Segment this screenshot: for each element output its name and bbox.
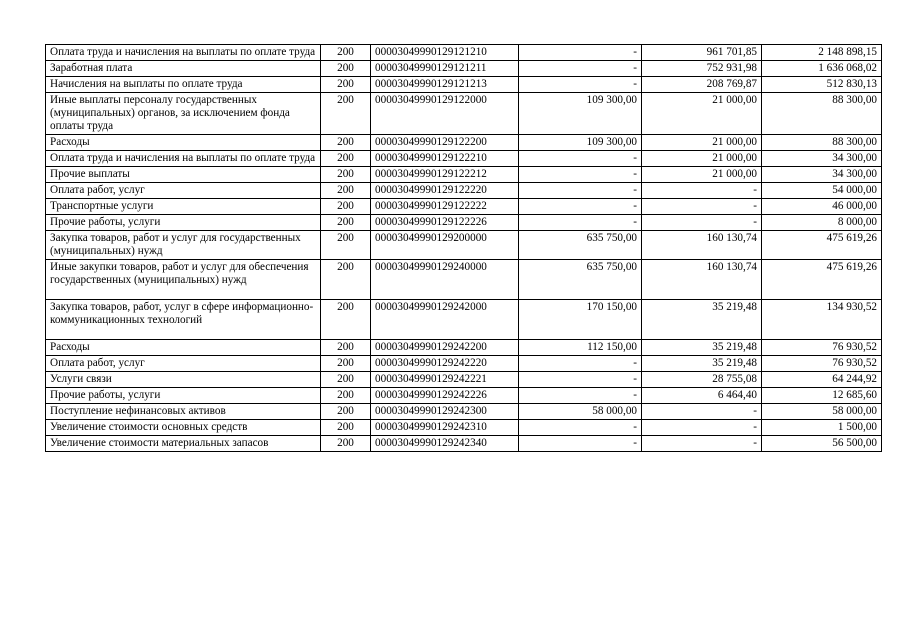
indicator-name-cell: Поступление нефинансовых активов bbox=[46, 404, 321, 420]
budget-classification-code-cell: 00003049990129122212 bbox=[371, 167, 519, 183]
executed-amount-cell: 35 219,48 bbox=[642, 300, 762, 340]
line-code-cell: 200 bbox=[321, 300, 371, 340]
approved-amount-cell: 635 750,00 bbox=[519, 260, 642, 300]
line-code-cell: 200 bbox=[321, 199, 371, 215]
approved-amount-cell: - bbox=[519, 167, 642, 183]
indicator-name-cell: Услуги связи bbox=[46, 372, 321, 388]
table-row bbox=[46, 404, 882, 420]
table-row bbox=[46, 340, 882, 356]
unexecuted-amount-cell: 88 300,00 bbox=[762, 135, 882, 151]
table-row bbox=[46, 215, 882, 231]
approved-amount-cell: - bbox=[519, 372, 642, 388]
table-row bbox=[46, 167, 882, 183]
approved-amount-cell: - bbox=[519, 215, 642, 231]
indicator-name-cell: Прочие работы, услуги bbox=[46, 388, 321, 404]
executed-amount-cell: - bbox=[642, 420, 762, 436]
approved-amount-cell: - bbox=[519, 420, 642, 436]
executed-amount-cell: - bbox=[642, 183, 762, 199]
line-code-cell: 200 bbox=[321, 388, 371, 404]
line-code-cell: 200 bbox=[321, 61, 371, 77]
unexecuted-amount-cell: 58 000,00 bbox=[762, 404, 882, 420]
table-body bbox=[46, 45, 882, 452]
line-code-cell: 200 bbox=[321, 151, 371, 167]
approved-amount-cell: - bbox=[519, 436, 642, 452]
budget-classification-code-cell: 00003049990129121211 bbox=[371, 61, 519, 77]
unexecuted-amount-cell: 54 000,00 bbox=[762, 183, 882, 199]
budget-classification-code-cell: 00003049990129242300 bbox=[371, 404, 519, 420]
budget-classification-code-cell: 00003049990129242000 bbox=[371, 300, 519, 340]
table-row bbox=[46, 436, 882, 452]
indicator-name-cell: Иные выплаты персоналу государственных (муниципальных) органов, за исключением фонда оплаты труда bbox=[46, 93, 321, 135]
indicator-name-cell: Закупка товаров, работ, услуг в сфере информационно-коммуникационных технологий bbox=[46, 300, 321, 340]
executed-amount-cell: 21 000,00 bbox=[642, 93, 762, 135]
executed-amount-cell: 21 000,00 bbox=[642, 135, 762, 151]
budget-classification-code-cell: 00003049990129122200 bbox=[371, 135, 519, 151]
unexecuted-amount-cell: 475 619,26 bbox=[762, 231, 882, 260]
approved-amount-cell: - bbox=[519, 356, 642, 372]
indicator-name-cell: Транспортные услуги bbox=[46, 199, 321, 215]
budget-classification-code-cell: 00003049990129242226 bbox=[371, 388, 519, 404]
budget-classification-code-cell: 00003049990129242340 bbox=[371, 436, 519, 452]
unexecuted-amount-cell: 8 000,00 bbox=[762, 215, 882, 231]
unexecuted-amount-cell: 76 930,52 bbox=[762, 356, 882, 372]
unexecuted-amount-cell: 512 830,13 bbox=[762, 77, 882, 93]
line-code-cell: 200 bbox=[321, 215, 371, 231]
budget-classification-code-cell: 00003049990129122226 bbox=[371, 215, 519, 231]
unexecuted-amount-cell: 134 930,52 bbox=[762, 300, 882, 340]
indicator-name-cell: Увеличение стоимости основных средств bbox=[46, 420, 321, 436]
unexecuted-amount-cell: 1 636 068,02 bbox=[762, 61, 882, 77]
executed-amount-cell: 752 931,98 bbox=[642, 61, 762, 77]
approved-amount-cell: - bbox=[519, 77, 642, 93]
document-page bbox=[45, 44, 882, 452]
approved-amount-cell: 112 150,00 bbox=[519, 340, 642, 356]
line-code-cell: 200 bbox=[321, 183, 371, 199]
table-row bbox=[46, 260, 882, 300]
indicator-name-cell: Оплата труда и начисления на выплаты по оплате труда bbox=[46, 45, 321, 61]
budget-classification-code-cell: 00003049990129242200 bbox=[371, 340, 519, 356]
unexecuted-amount-cell: 64 244,92 bbox=[762, 372, 882, 388]
indicator-name-cell: Прочие работы, услуги bbox=[46, 215, 321, 231]
budget-classification-code-cell: 00003049990129121213 bbox=[371, 77, 519, 93]
indicator-name-cell: Расходы bbox=[46, 135, 321, 151]
unexecuted-amount-cell: 1 500,00 bbox=[762, 420, 882, 436]
table-row bbox=[46, 372, 882, 388]
indicator-name-cell: Начисления на выплаты по оплате труда bbox=[46, 77, 321, 93]
approved-amount-cell: - bbox=[519, 61, 642, 77]
table-row bbox=[46, 61, 882, 77]
indicator-name-cell: Иные закупки товаров, работ и услуг для обеспечения государственных (муниципальных) нужд bbox=[46, 260, 321, 300]
table-row bbox=[46, 45, 882, 61]
indicator-name-cell: Оплата работ, услуг bbox=[46, 356, 321, 372]
approved-amount-cell: 109 300,00 bbox=[519, 135, 642, 151]
indicator-name-cell: Прочие выплаты bbox=[46, 167, 321, 183]
approved-amount-cell: - bbox=[519, 183, 642, 199]
approved-amount-cell: - bbox=[519, 388, 642, 404]
indicator-name-cell: Увеличение стоимости материальных запасов bbox=[46, 436, 321, 452]
line-code-cell: 200 bbox=[321, 231, 371, 260]
executed-amount-cell: 35 219,48 bbox=[642, 356, 762, 372]
table-row bbox=[46, 77, 882, 93]
line-code-cell: 200 bbox=[321, 45, 371, 61]
table-row bbox=[46, 199, 882, 215]
executed-amount-cell: 21 000,00 bbox=[642, 151, 762, 167]
unexecuted-amount-cell: 2 148 898,15 bbox=[762, 45, 882, 61]
budget-classification-code-cell: 00003049990129240000 bbox=[371, 260, 519, 300]
executed-amount-cell: 208 769,87 bbox=[642, 77, 762, 93]
line-code-cell: 200 bbox=[321, 372, 371, 388]
table-row bbox=[46, 420, 882, 436]
budget-classification-code-cell: 00003049990129121210 bbox=[371, 45, 519, 61]
unexecuted-amount-cell: 88 300,00 bbox=[762, 93, 882, 135]
line-code-cell: 200 bbox=[321, 420, 371, 436]
line-code-cell: 200 bbox=[321, 93, 371, 135]
unexecuted-amount-cell: 475 619,26 bbox=[762, 260, 882, 300]
indicator-name-cell: Закупка товаров, работ и услуг для государственных (муниципальных) нужд bbox=[46, 231, 321, 260]
indicator-name-cell: Оплата труда и начисления на выплаты по оплате труда bbox=[46, 151, 321, 167]
budget-classification-code-cell: 00003049990129122220 bbox=[371, 183, 519, 199]
unexecuted-amount-cell: 76 930,52 bbox=[762, 340, 882, 356]
executed-amount-cell: 21 000,00 bbox=[642, 167, 762, 183]
executed-amount-cell: - bbox=[642, 215, 762, 231]
unexecuted-amount-cell: 34 300,00 bbox=[762, 151, 882, 167]
approved-amount-cell: - bbox=[519, 45, 642, 61]
approved-amount-cell: - bbox=[519, 199, 642, 215]
indicator-name-cell: Заработная плата bbox=[46, 61, 321, 77]
table-row bbox=[46, 300, 882, 340]
line-code-cell: 200 bbox=[321, 77, 371, 93]
line-code-cell: 200 bbox=[321, 404, 371, 420]
executed-amount-cell: 961 701,85 bbox=[642, 45, 762, 61]
approved-amount-cell: - bbox=[519, 151, 642, 167]
executed-amount-cell: 6 464,40 bbox=[642, 388, 762, 404]
budget-classification-code-cell: 00003049990129242220 bbox=[371, 356, 519, 372]
budget-classification-code-cell: 00003049990129200000 bbox=[371, 231, 519, 260]
executed-amount-cell: 35 219,48 bbox=[642, 340, 762, 356]
line-code-cell: 200 bbox=[321, 436, 371, 452]
indicator-name-cell: Оплата работ, услуг bbox=[46, 183, 321, 199]
expense-table bbox=[45, 44, 882, 452]
table-row bbox=[46, 93, 882, 135]
table-row bbox=[46, 231, 882, 260]
executed-amount-cell: - bbox=[642, 199, 762, 215]
budget-classification-code-cell: 00003049990129242310 bbox=[371, 420, 519, 436]
approved-amount-cell: 635 750,00 bbox=[519, 231, 642, 260]
table-row bbox=[46, 151, 882, 167]
executed-amount-cell: 160 130,74 bbox=[642, 231, 762, 260]
budget-classification-code-cell: 00003049990129122210 bbox=[371, 151, 519, 167]
table-row bbox=[46, 183, 882, 199]
approved-amount-cell: 109 300,00 bbox=[519, 93, 642, 135]
executed-amount-cell: - bbox=[642, 436, 762, 452]
executed-amount-cell: 28 755,08 bbox=[642, 372, 762, 388]
budget-classification-code-cell: 00003049990129122222 bbox=[371, 199, 519, 215]
unexecuted-amount-cell: 34 300,00 bbox=[762, 167, 882, 183]
budget-classification-code-cell: 00003049990129242221 bbox=[371, 372, 519, 388]
table-row bbox=[46, 135, 882, 151]
line-code-cell: 200 bbox=[321, 135, 371, 151]
approved-amount-cell: 170 150,00 bbox=[519, 300, 642, 340]
table-row bbox=[46, 388, 882, 404]
indicator-name-cell: Расходы bbox=[46, 340, 321, 356]
approved-amount-cell: 58 000,00 bbox=[519, 404, 642, 420]
line-code-cell: 200 bbox=[321, 260, 371, 300]
executed-amount-cell: 160 130,74 bbox=[642, 260, 762, 300]
budget-classification-code-cell: 00003049990129122000 bbox=[371, 93, 519, 135]
line-code-cell: 200 bbox=[321, 356, 371, 372]
unexecuted-amount-cell: 46 000,00 bbox=[762, 199, 882, 215]
line-code-cell: 200 bbox=[321, 340, 371, 356]
executed-amount-cell: - bbox=[642, 404, 762, 420]
unexecuted-amount-cell: 56 500,00 bbox=[762, 436, 882, 452]
table-row bbox=[46, 356, 882, 372]
unexecuted-amount-cell: 12 685,60 bbox=[762, 388, 882, 404]
line-code-cell: 200 bbox=[321, 167, 371, 183]
